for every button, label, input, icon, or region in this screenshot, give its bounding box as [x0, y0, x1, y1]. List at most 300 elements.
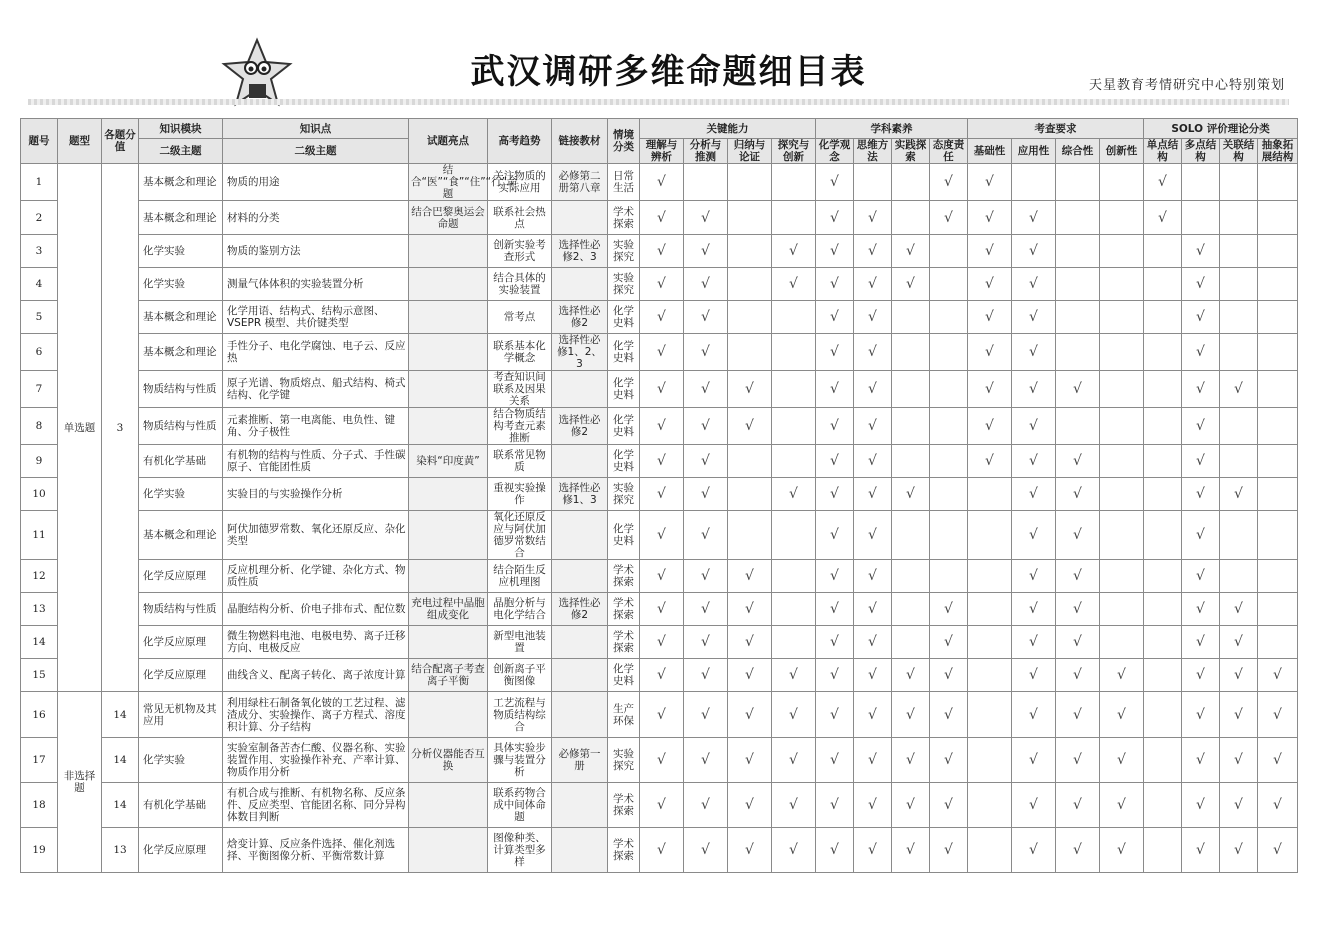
header-sub-criterion: 关联结构 — [1220, 139, 1258, 164]
check-mark-icon: √ — [1234, 601, 1243, 617]
check-mark-icon: √ — [830, 568, 839, 584]
criterion-cell — [1144, 408, 1182, 445]
context-category: 化学史料 — [608, 445, 640, 478]
criterion-cell — [684, 371, 728, 408]
criterion-cell — [1100, 783, 1144, 828]
header-sub-criterion: 基础性 — [968, 139, 1012, 164]
criterion-cell — [684, 659, 728, 692]
criterion-cell — [772, 478, 816, 511]
criterion-cell — [892, 593, 930, 626]
criterion-cell — [968, 783, 1012, 828]
criterion-cell — [968, 659, 1012, 692]
criterion-cell — [1182, 692, 1220, 738]
criterion-cell — [854, 692, 892, 738]
criterion-cell — [930, 371, 968, 408]
check-mark-icon: √ — [701, 527, 710, 543]
check-mark-icon: √ — [657, 243, 666, 259]
check-mark-icon: √ — [701, 243, 710, 259]
knowledge-point: 反应机理分析、化学键、杂化方式、物质性质 — [223, 560, 409, 593]
criterion-cell — [892, 164, 930, 201]
header-group-literacy: 学科素养 — [816, 119, 968, 139]
criterion-cell — [772, 235, 816, 268]
knowledge-point: 阿伏加德罗常数、氧化还原反应、杂化类型 — [223, 511, 409, 560]
check-mark-icon: √ — [1073, 634, 1082, 650]
criterion-cell — [854, 268, 892, 301]
header-sub-criterion: 态度责任 — [930, 139, 968, 164]
table-row — [21, 164, 1298, 201]
criterion-cell — [1182, 301, 1220, 334]
table-row — [21, 738, 1298, 783]
check-mark-icon: √ — [657, 634, 666, 650]
knowledge-point: 元素推断、第一电离能、电负性、键角、分子极性 — [223, 408, 409, 445]
check-mark-icon: √ — [1196, 797, 1205, 813]
table-row — [21, 828, 1298, 873]
knowledge-point: 材料的分类 — [223, 201, 409, 235]
criterion-cell — [968, 334, 1012, 371]
question-number: 10 — [21, 478, 58, 511]
criterion-cell — [1100, 659, 1144, 692]
question-number: 11 — [21, 511, 58, 560]
check-mark-icon: √ — [1196, 527, 1205, 543]
criterion-cell — [854, 560, 892, 593]
textbook-link — [552, 828, 608, 873]
check-mark-icon: √ — [868, 453, 877, 469]
criterion-cell — [1182, 164, 1220, 201]
criterion-cell — [640, 560, 684, 593]
criterion-cell — [854, 783, 892, 828]
header-score: 各题分值 — [102, 119, 139, 164]
criterion-cell — [1100, 738, 1144, 783]
exam-trend: 结合具体的实验装置 — [488, 268, 552, 301]
criterion-cell — [892, 408, 930, 445]
check-mark-icon: √ — [657, 418, 666, 434]
header-sub-criterion: 应用性 — [1012, 139, 1056, 164]
criterion-cell — [854, 408, 892, 445]
knowledge-point: 利用绿柱石制备氧化铍的工艺过程、滤渣成分、实验操作、离子方程式、溶度积计算、分子结构 — [223, 692, 409, 738]
criterion-cell — [728, 201, 772, 235]
criterion-cell — [1258, 738, 1298, 783]
criterion-cell — [1144, 371, 1182, 408]
check-mark-icon: √ — [657, 797, 666, 813]
criterion-cell — [1258, 511, 1298, 560]
check-mark-icon: √ — [701, 667, 710, 683]
criterion-cell — [1056, 164, 1100, 201]
criterion-cell — [772, 828, 816, 873]
criterion-cell — [930, 560, 968, 593]
check-mark-icon: √ — [701, 752, 710, 768]
criterion-cell — [1182, 235, 1220, 268]
criterion-cell — [930, 235, 968, 268]
criterion-cell — [892, 626, 930, 659]
criterion-cell — [816, 371, 854, 408]
criterion-cell — [1012, 408, 1056, 445]
criterion-cell — [684, 164, 728, 201]
criterion-cell — [640, 738, 684, 783]
criterion-cell — [1100, 235, 1144, 268]
criterion-cell — [1012, 201, 1056, 235]
table-row — [21, 445, 1298, 478]
criterion-cell — [1220, 445, 1258, 478]
question-score: 14 — [102, 738, 139, 783]
criterion-cell — [892, 828, 930, 873]
criterion-cell — [1012, 659, 1056, 692]
check-mark-icon: √ — [1234, 381, 1243, 397]
check-mark-icon: √ — [1273, 842, 1282, 858]
check-mark-icon: √ — [944, 797, 953, 813]
criterion-cell — [1100, 445, 1144, 478]
criterion-cell — [1100, 334, 1144, 371]
exam-trend: 联系社会热点 — [488, 201, 552, 235]
knowledge-module: 化学实验 — [139, 738, 223, 783]
knowledge-module: 有机化学基础 — [139, 783, 223, 828]
criterion-cell — [1258, 445, 1298, 478]
question-number: 12 — [21, 560, 58, 593]
criterion-cell — [1144, 334, 1182, 371]
criterion-cell — [1182, 626, 1220, 659]
question-number: 1 — [21, 164, 58, 201]
exam-trend: 创新实验考查形式 — [488, 235, 552, 268]
textbook-link: 选择性必修2 — [552, 593, 608, 626]
criterion-cell — [892, 511, 930, 560]
question-number: 4 — [21, 268, 58, 301]
criterion-cell — [1258, 659, 1298, 692]
criterion-cell — [640, 692, 684, 738]
context-category: 实验探究 — [608, 738, 640, 783]
exam-trend: 联系药物合成中间体命题 — [488, 783, 552, 828]
textbook-link: 选择性必修2 — [552, 301, 608, 334]
exam-trend: 图像种类、计算类型多样 — [488, 828, 552, 873]
criterion-cell — [1012, 593, 1056, 626]
check-mark-icon: √ — [1234, 752, 1243, 768]
textbook-link — [552, 659, 608, 692]
knowledge-point: 有机物的结构与性质、分子式、手性碳原子、官能团性质 — [223, 445, 409, 478]
check-mark-icon: √ — [701, 381, 710, 397]
knowledge-point: 原子光谱、物质熔点、船式结构、椅式结构、化学键 — [223, 371, 409, 408]
check-mark-icon: √ — [701, 486, 710, 502]
criterion-cell — [1056, 783, 1100, 828]
check-mark-icon: √ — [657, 842, 666, 858]
table-row — [21, 268, 1298, 301]
criterion-cell — [772, 371, 816, 408]
check-mark-icon: √ — [830, 667, 839, 683]
criterion-cell — [684, 783, 728, 828]
criterion-cell — [1258, 301, 1298, 334]
check-mark-icon: √ — [701, 842, 710, 858]
criterion-cell — [854, 371, 892, 408]
check-mark-icon: √ — [1073, 667, 1082, 683]
criterion-cell — [1056, 560, 1100, 593]
header-no: 题号 — [21, 119, 58, 164]
criterion-cell — [968, 445, 1012, 478]
check-mark-icon: √ — [868, 486, 877, 502]
criterion-cell — [1056, 828, 1100, 873]
criterion-cell — [684, 301, 728, 334]
check-mark-icon: √ — [1073, 568, 1082, 584]
criterion-cell — [854, 659, 892, 692]
criterion-cell — [1258, 408, 1298, 445]
criterion-cell — [1144, 478, 1182, 511]
criterion-cell — [1220, 478, 1258, 511]
check-mark-icon: √ — [1029, 634, 1038, 650]
check-mark-icon: √ — [657, 667, 666, 683]
check-mark-icon: √ — [868, 667, 877, 683]
check-mark-icon: √ — [830, 527, 839, 543]
criterion-cell — [1144, 268, 1182, 301]
criterion-cell — [930, 301, 968, 334]
table-row — [21, 201, 1298, 235]
question-highlight — [409, 408, 488, 445]
criterion-cell — [816, 511, 854, 560]
check-mark-icon: √ — [868, 344, 877, 360]
check-mark-icon: √ — [701, 276, 710, 292]
check-mark-icon: √ — [657, 381, 666, 397]
criterion-cell — [1012, 692, 1056, 738]
criterion-cell — [930, 164, 968, 201]
check-mark-icon: √ — [1029, 453, 1038, 469]
check-mark-icon: √ — [1117, 667, 1126, 683]
criterion-cell — [728, 164, 772, 201]
criterion-cell — [1012, 268, 1056, 301]
header-sub-topic-1: 二级主题 — [139, 139, 223, 164]
criterion-cell — [728, 659, 772, 692]
check-mark-icon: √ — [1196, 418, 1205, 434]
check-mark-icon: √ — [906, 667, 915, 683]
criterion-cell — [1258, 560, 1298, 593]
criterion-cell — [1220, 235, 1258, 268]
check-mark-icon: √ — [1196, 381, 1205, 397]
check-mark-icon: √ — [701, 309, 710, 325]
question-highlight — [409, 268, 488, 301]
textbook-link — [552, 371, 608, 408]
exam-trend: 晶胞分析与电化学结合 — [488, 593, 552, 626]
check-mark-icon: √ — [868, 243, 877, 259]
exam-trend: 结合物质结构考查元素推断 — [488, 408, 552, 445]
question-highlight — [409, 235, 488, 268]
criterion-cell — [772, 593, 816, 626]
question-highlight — [409, 828, 488, 873]
check-mark-icon: √ — [1196, 601, 1205, 617]
criterion-cell — [728, 478, 772, 511]
header-highlight: 试题亮点 — [409, 119, 488, 164]
check-mark-icon: √ — [745, 634, 754, 650]
criterion-cell — [1258, 626, 1298, 659]
check-mark-icon: √ — [1196, 309, 1205, 325]
table-row — [21, 408, 1298, 445]
criterion-cell — [816, 201, 854, 235]
check-mark-icon: √ — [1196, 276, 1205, 292]
check-mark-icon: √ — [1073, 527, 1082, 543]
criterion-cell — [640, 828, 684, 873]
criterion-cell — [772, 268, 816, 301]
check-mark-icon: √ — [830, 309, 839, 325]
header-sub-criterion: 归纳与论证 — [728, 139, 772, 164]
check-mark-icon: √ — [868, 842, 877, 858]
criterion-cell — [1056, 626, 1100, 659]
question-highlight: 染料“印度黄” — [409, 445, 488, 478]
textbook-link: 选择性必修1、2、3 — [552, 334, 608, 371]
criterion-cell — [854, 828, 892, 873]
criterion-cell — [1220, 828, 1258, 873]
criterion-cell — [1056, 235, 1100, 268]
question-number: 15 — [21, 659, 58, 692]
check-mark-icon: √ — [1196, 568, 1205, 584]
criterion-cell — [1100, 511, 1144, 560]
criterion-cell — [1258, 201, 1298, 235]
criterion-cell — [728, 738, 772, 783]
check-mark-icon: √ — [830, 842, 839, 858]
header-sub-criterion: 综合性 — [1056, 139, 1100, 164]
criterion-cell — [1100, 301, 1144, 334]
check-mark-icon: √ — [657, 752, 666, 768]
check-mark-icon: √ — [1029, 276, 1038, 292]
criterion-cell — [772, 408, 816, 445]
criterion-cell — [968, 268, 1012, 301]
criterion-cell — [1012, 828, 1056, 873]
criterion-cell — [1144, 593, 1182, 626]
question-highlight — [409, 478, 488, 511]
criterion-cell — [640, 301, 684, 334]
criterion-cell — [728, 560, 772, 593]
criterion-cell — [892, 445, 930, 478]
criterion-cell — [1182, 783, 1220, 828]
criterion-cell — [1056, 593, 1100, 626]
question-number: 9 — [21, 445, 58, 478]
criterion-cell — [968, 408, 1012, 445]
textbook-link: 选择性必修2 — [552, 408, 608, 445]
criterion-cell — [1182, 371, 1220, 408]
question-highlight — [409, 511, 488, 560]
check-mark-icon: √ — [701, 418, 710, 434]
check-mark-icon: √ — [1196, 486, 1205, 502]
check-mark-icon: √ — [830, 209, 839, 226]
table-row — [21, 301, 1298, 334]
exam-trend: 联系基本化学概念 — [488, 334, 552, 371]
knowledge-point: 焓变计算、反应条件选择、催化剂选择、平衡图像分析、平衡常数计算 — [223, 828, 409, 873]
exam-trend: 创新离子平衡图像 — [488, 659, 552, 692]
criterion-cell — [684, 268, 728, 301]
check-mark-icon: √ — [985, 309, 994, 325]
exam-trend: 结合陌生反应机理图 — [488, 560, 552, 593]
table-row — [21, 593, 1298, 626]
check-mark-icon: √ — [1029, 797, 1038, 813]
criterion-cell — [1182, 511, 1220, 560]
knowledge-point: 实验目的与实验操作分析 — [223, 478, 409, 511]
check-mark-icon: √ — [944, 706, 953, 723]
criterion-cell — [930, 445, 968, 478]
check-mark-icon: √ — [830, 634, 839, 650]
criterion-cell — [1258, 692, 1298, 738]
criterion-cell — [892, 201, 930, 235]
criterion-cell — [892, 334, 930, 371]
check-mark-icon: √ — [868, 418, 877, 434]
check-mark-icon: √ — [985, 418, 994, 434]
check-mark-icon: √ — [868, 209, 877, 226]
criterion-cell — [892, 783, 930, 828]
criterion-cell — [1220, 201, 1258, 235]
criterion-cell — [1012, 511, 1056, 560]
check-mark-icon: √ — [1073, 453, 1082, 469]
criterion-cell — [1100, 201, 1144, 235]
knowledge-module: 物质结构与性质 — [139, 593, 223, 626]
check-mark-icon: √ — [830, 344, 839, 360]
criterion-cell — [968, 593, 1012, 626]
check-mark-icon: √ — [944, 174, 953, 190]
criterion-cell — [772, 334, 816, 371]
criterion-cell — [816, 593, 854, 626]
criterion-cell — [640, 659, 684, 692]
knowledge-point: 化学用语、结构式、结构示意图、VSEPR 模型、共价键类型 — [223, 301, 409, 334]
criterion-cell — [1144, 692, 1182, 738]
criterion-cell — [1258, 478, 1298, 511]
check-mark-icon: √ — [745, 797, 754, 813]
check-mark-icon: √ — [1029, 752, 1038, 768]
check-mark-icon: √ — [1073, 601, 1082, 617]
criterion-cell — [772, 164, 816, 201]
check-mark-icon: √ — [745, 752, 754, 768]
criterion-cell — [816, 301, 854, 334]
criterion-cell — [1012, 334, 1056, 371]
header-textbook: 链接教材 — [552, 119, 608, 164]
criterion-cell — [930, 783, 968, 828]
check-mark-icon: √ — [745, 706, 754, 723]
check-mark-icon: √ — [657, 209, 666, 226]
criterion-cell — [684, 511, 728, 560]
criterion-cell — [1144, 783, 1182, 828]
criterion-cell — [968, 828, 1012, 873]
header-sub-criterion: 思维方法 — [854, 139, 892, 164]
criterion-cell — [1258, 268, 1298, 301]
table-row — [21, 478, 1298, 511]
check-mark-icon: √ — [1196, 706, 1205, 723]
check-mark-icon: √ — [1234, 634, 1243, 650]
criterion-cell — [968, 164, 1012, 201]
criterion-cell — [1144, 511, 1182, 560]
check-mark-icon: √ — [985, 243, 994, 259]
criterion-cell — [1144, 738, 1182, 783]
criterion-cell — [854, 593, 892, 626]
criterion-cell — [892, 692, 930, 738]
criterion-cell — [930, 828, 968, 873]
exam-trend: 氧化还原反应与阿伏加德罗常数结合 — [488, 511, 552, 560]
textbook-link — [552, 783, 608, 828]
knowledge-point: 物质的用途 — [223, 164, 409, 201]
check-mark-icon: √ — [1234, 842, 1243, 858]
textbook-link — [552, 692, 608, 738]
page-title: 武汉调研多维命题细目表 — [470, 52, 867, 92]
question-score: 13 — [102, 828, 139, 873]
criterion-cell — [1056, 371, 1100, 408]
criterion-cell — [1100, 593, 1144, 626]
criterion-cell — [1220, 626, 1258, 659]
exam-trend: 工艺流程与物质结构综合 — [488, 692, 552, 738]
criterion-cell — [854, 334, 892, 371]
question-number: 2 — [21, 201, 58, 235]
criterion-cell — [684, 738, 728, 783]
textbook-link — [552, 511, 608, 560]
criterion-cell — [1182, 445, 1220, 478]
criterion-cell — [816, 626, 854, 659]
check-mark-icon: √ — [657, 276, 666, 292]
criterion-cell — [854, 445, 892, 478]
knowledge-module: 化学反应原理 — [139, 659, 223, 692]
check-mark-icon: √ — [868, 276, 877, 292]
criterion-cell — [1012, 783, 1056, 828]
check-mark-icon: √ — [1029, 418, 1038, 434]
criterion-cell — [1012, 560, 1056, 593]
knowledge-module: 化学实验 — [139, 478, 223, 511]
question-number: 6 — [21, 334, 58, 371]
criterion-cell — [728, 408, 772, 445]
